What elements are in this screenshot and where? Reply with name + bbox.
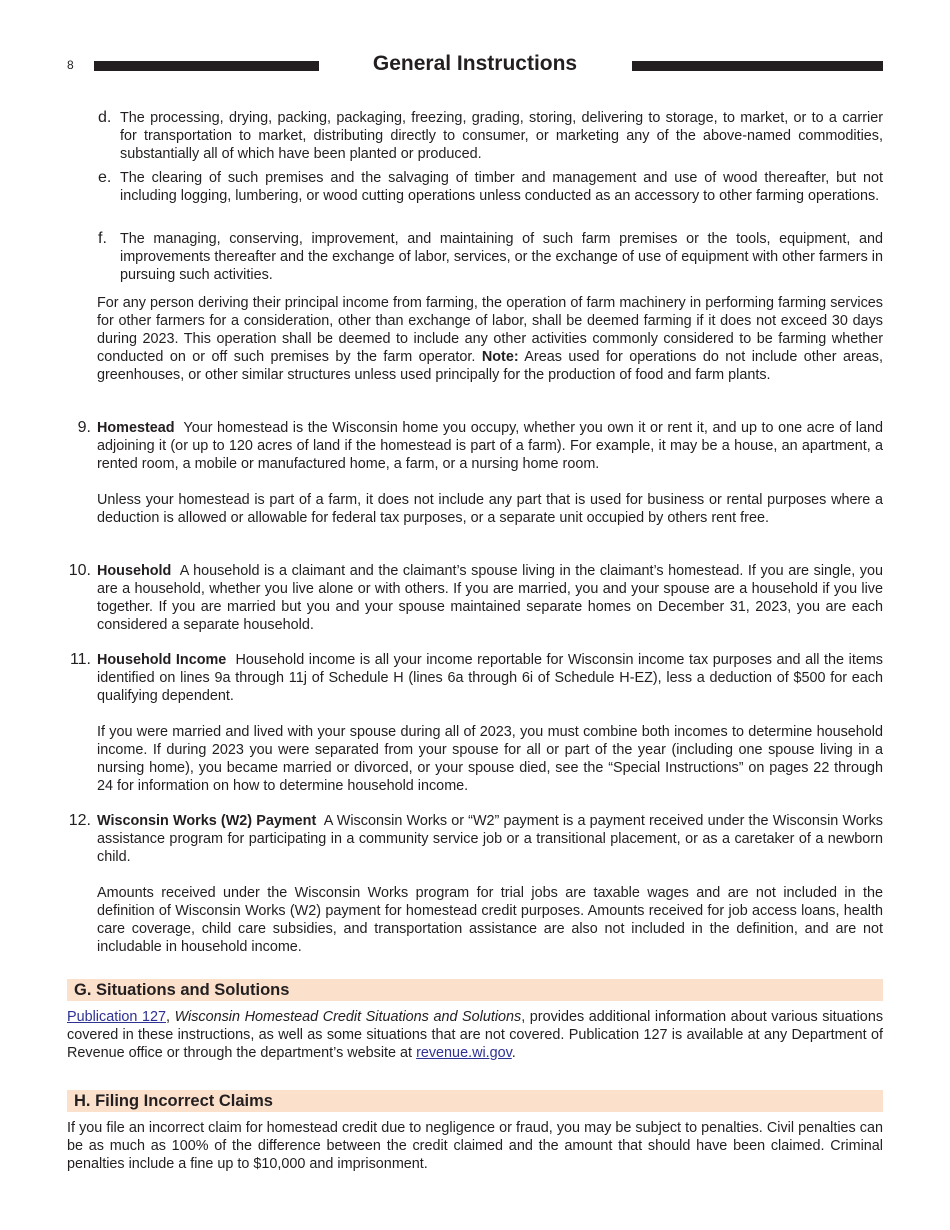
item-text: A household is a claimant and the claimant’s spouse living in the claimant’s homestead. If you are single, you are a household, whether you live alone or with others. If you are married, you and your spouse are a household if you live together. If you are married but you and your spouse maintained separate homes on December 31, 2023, you are each considered a separate household.: [97, 563, 883, 633]
page-number: 8: [67, 58, 74, 72]
list-item-text: The managing, conserving, improvement, and maintaining of such farm premises or the tools, equipment, and improvements thereafter and the exchange of labor, services, or the exchange of use of equipment with other farmers in pursuing such activities.: [120, 231, 883, 283]
section-g-body: Publication 127, Wisconsin Homestead Credit Situations and Solutions, provides additional information about various situations covered in these instructions, as well as some situations that are not covered. Publication 127 is available at any Department of Revenue office or through the department’s website at revenue.wi.gov.: [67, 1009, 884, 1061]
section-h-text: If you file an incorrect claim for homestead credit due to negligence or fraud, you may be subject to penalties. Civil penalties can be as much as 100% of the difference between the credit claimed and the amount that should have been claimed. Criminal penalties include a fine up to $10,000 and imprisonment.: [67, 1120, 883, 1172]
item-number: 10.: [68, 562, 91, 579]
section-h-body: [67, 1119, 883, 1173]
list-item-f: [98, 230, 883, 284]
item-number: 9.: [77, 419, 91, 436]
list-item-text: The processing, drying, packing, packaging, freezing, grading, storing, delivering to storage, to market, or to a carrier for transportation to market, distributing directly to consumer, or marketing any of the above-named commodities, substantially all of which have been planted or produced.: [120, 110, 883, 162]
note-label: Note:: [481, 349, 519, 365]
item-w2-payment: [68, 812, 883, 956]
page-title: General Instructions: [372, 52, 578, 75]
item-text: Household income is all your income reportable for Wisconsin income tax purposes and all the items identified on lines 9a through 11j of Schedule H (lines 6a through 6i of Schedule H-EZ), less a deduction of $500 for each qualifying dependent.: [97, 652, 884, 704]
note-text: Areas used for operations do not include other areas, greenhouses, or other similar structures unless used principally for the production of food and farm plants.: [97, 349, 883, 383]
item-term: Household: [97, 563, 172, 579]
list-item-label: f.: [98, 230, 107, 247]
farming-text: For any person deriving their principal income from farming, the operation of farm machinery in performing farming services for other farmers for a consideration, other than exchange of labor, shall be deemed farming if it does not exceed 30 days during 2023. This operation shall be deemed to include any other activities commonly considered to be farming whether conducted on or off such premises by the farm operator.: [97, 295, 883, 365]
section-h-heading: H. Filing Incorrect Claims: [67, 1090, 883, 1112]
item-term: Homestead: [97, 420, 175, 436]
item-text: Your homestead is the Wisconsin home you occupy, whether you own it or rent it, and up to one acre of land adjoining it (or up to 120 acres of land if the homestead is part of a farm). For example, it may be a house, an apartment, a rented room, a mobile or manufactured home, a farm, or a nursing home room.: [97, 420, 883, 472]
item-text: A Wisconsin Works or “W2” payment is a payment received under the Wisconsin Works assistance program for participating in a community service job or a transitional placement, or as a caretaker of a newborn child.: [97, 813, 883, 865]
section-g-text: , provides additional information about various situations covered in these instructions, as well as some situations that are not covered. Publication 127 is available at any Department of Revenue office or through the department’s website at: [67, 1009, 884, 1061]
publication-title: Wisconsin Homestead Credit Situations and Solutions: [174, 1009, 522, 1025]
item-household-income: [69, 651, 884, 795]
item-household: [68, 562, 883, 634]
farming-paragraph: [97, 294, 883, 384]
item-number: 11.: [69, 651, 91, 668]
header-rule-right: [632, 61, 883, 71]
list-item-d: [98, 109, 883, 163]
item-term: Wisconsin Works (W2) Payment: [97, 813, 317, 829]
item-number: 12.: [68, 812, 91, 829]
item-homestead: [77, 419, 883, 527]
item-extra: Unless your homestead is part of a farm, it does not include any part that is used for business or rental purposes where a deduction is allowed or allowable for federal tax purposes, or a separate unit occupied by others rent free.: [97, 492, 883, 526]
list-item-label: d.: [98, 109, 112, 126]
list-item-e: [98, 169, 883, 205]
section-g-heading: G. Situations and Solutions: [67, 979, 883, 1001]
item-extra: If you were married and lived with your spouse during all of 2023, you must combine both incomes to determine household income. If during 2023 you were separated from your spouse for all or part of the year (including one spouse living in a nursing home), you became married or divorced, or your spouse died, see the “Special Instructions” on pages 22 through 24 for information on how to determine household income.: [97, 724, 883, 794]
publication-127-link[interactable]: Publication 127: [67, 1009, 166, 1025]
item-term: Household Income: [97, 652, 227, 668]
list-item-text: The clearing of such premises and the salvaging of timber and management and use of wood thereafter, but not including logging, lumbering, or wood cutting operations unless conducted as an accessory to other farming operations.: [120, 170, 883, 204]
header-rule-left: [94, 61, 319, 71]
list-item-label: e.: [98, 169, 112, 186]
website-link[interactable]: revenue.wi.gov: [416, 1045, 512, 1061]
item-extra: Amounts received under the Wisconsin Works program for trial jobs are taxable wages and are not included in the definition of Wisconsin Works (W2) payment for homestead credit purposes. Amounts received for job access loans, health care coverage, child care subsidies, and transportation assistance are also not included in the definition, and are not includable in household income.: [97, 885, 883, 955]
